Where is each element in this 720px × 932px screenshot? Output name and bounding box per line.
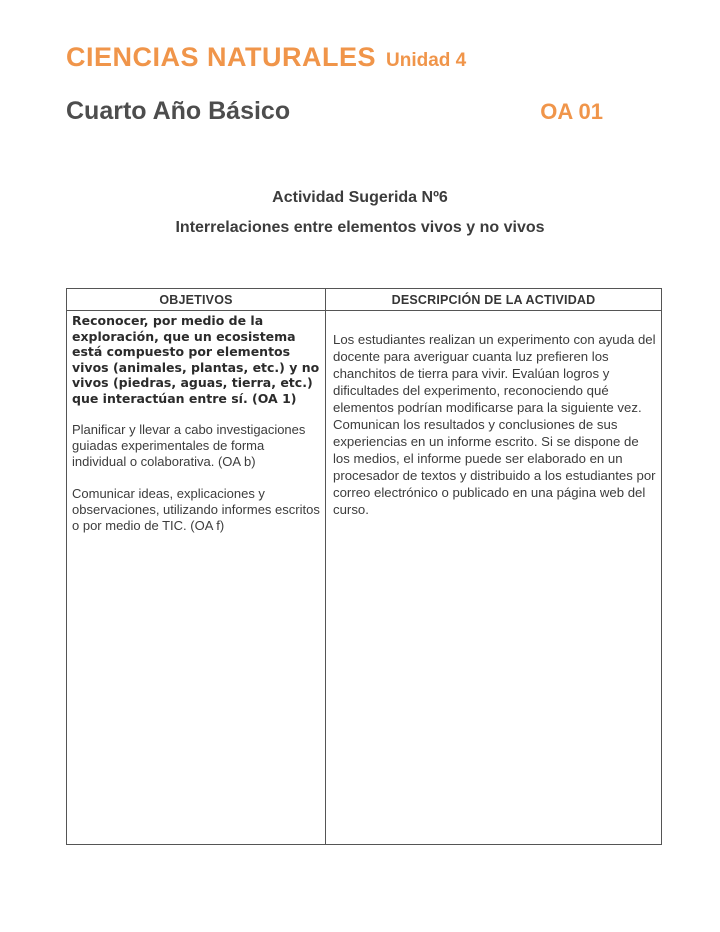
objetivo-main-text: Reconocer, por medio de la exploración, que un ecosistema está compuesto por elementos vivos (animales, plantas, etc.) y no vivos (piedras, aguas, tierra, etc.) que interactúan entre sí. (OA 1): [72, 313, 320, 406]
objetivo-secondary-text-2: Comunicar ideas, explicaciones y observaciones, utilizando informes escritos o por medio de TIC. (OA f): [72, 485, 320, 533]
activity-title: Actividad Sugerida Nº6: [272, 189, 448, 206]
doc-subheader: [66, 97, 661, 126]
column-header-descripcion: DESCRIPCIÓN DE LA ACTIVIDAD: [326, 289, 662, 311]
descripcion-cell: [326, 311, 662, 845]
unit-label: Unidad 4: [386, 50, 467, 71]
descripcion-text: Los estudiantes realizan un experimento con ayuda del docente para averiguar cuanta luz prefieren los chanchitos de tierra para vivir. Evalúan logros y dificultades del experimento, reconociendo qué elementos podrían modificarse para la siguiente vez. Comunican los resultados y conclusiones de sus experiencias en un informe escrito. Si se dispone de los medios, el informe puede ser elaborado en un procesador de textos y distribuido a los estudiantes por correo electrónico o publicado en una página web del curso.: [333, 332, 656, 517]
table-header-row: [67, 289, 662, 311]
grade-label: Cuarto Año Básico: [66, 97, 291, 125]
doc-header: [66, 42, 466, 73]
objetivo-secondary-text-1: Planificar y llevar a cabo investigaciones guiadas experimentales de forma individual o colaborativa. (OA b): [72, 421, 306, 469]
objetivos-cell: [67, 311, 326, 845]
activity-subtitle: Interrelaciones entre elementos vivos y no vivos: [175, 219, 545, 236]
table-body-row: [67, 311, 662, 845]
activity-table: [66, 288, 662, 845]
subject-title: CIENCIAS NATURALES: [66, 42, 377, 72]
column-header-objetivos: OBJETIVOS: [67, 289, 326, 311]
oa-code-badge: OA 01: [540, 99, 603, 124]
